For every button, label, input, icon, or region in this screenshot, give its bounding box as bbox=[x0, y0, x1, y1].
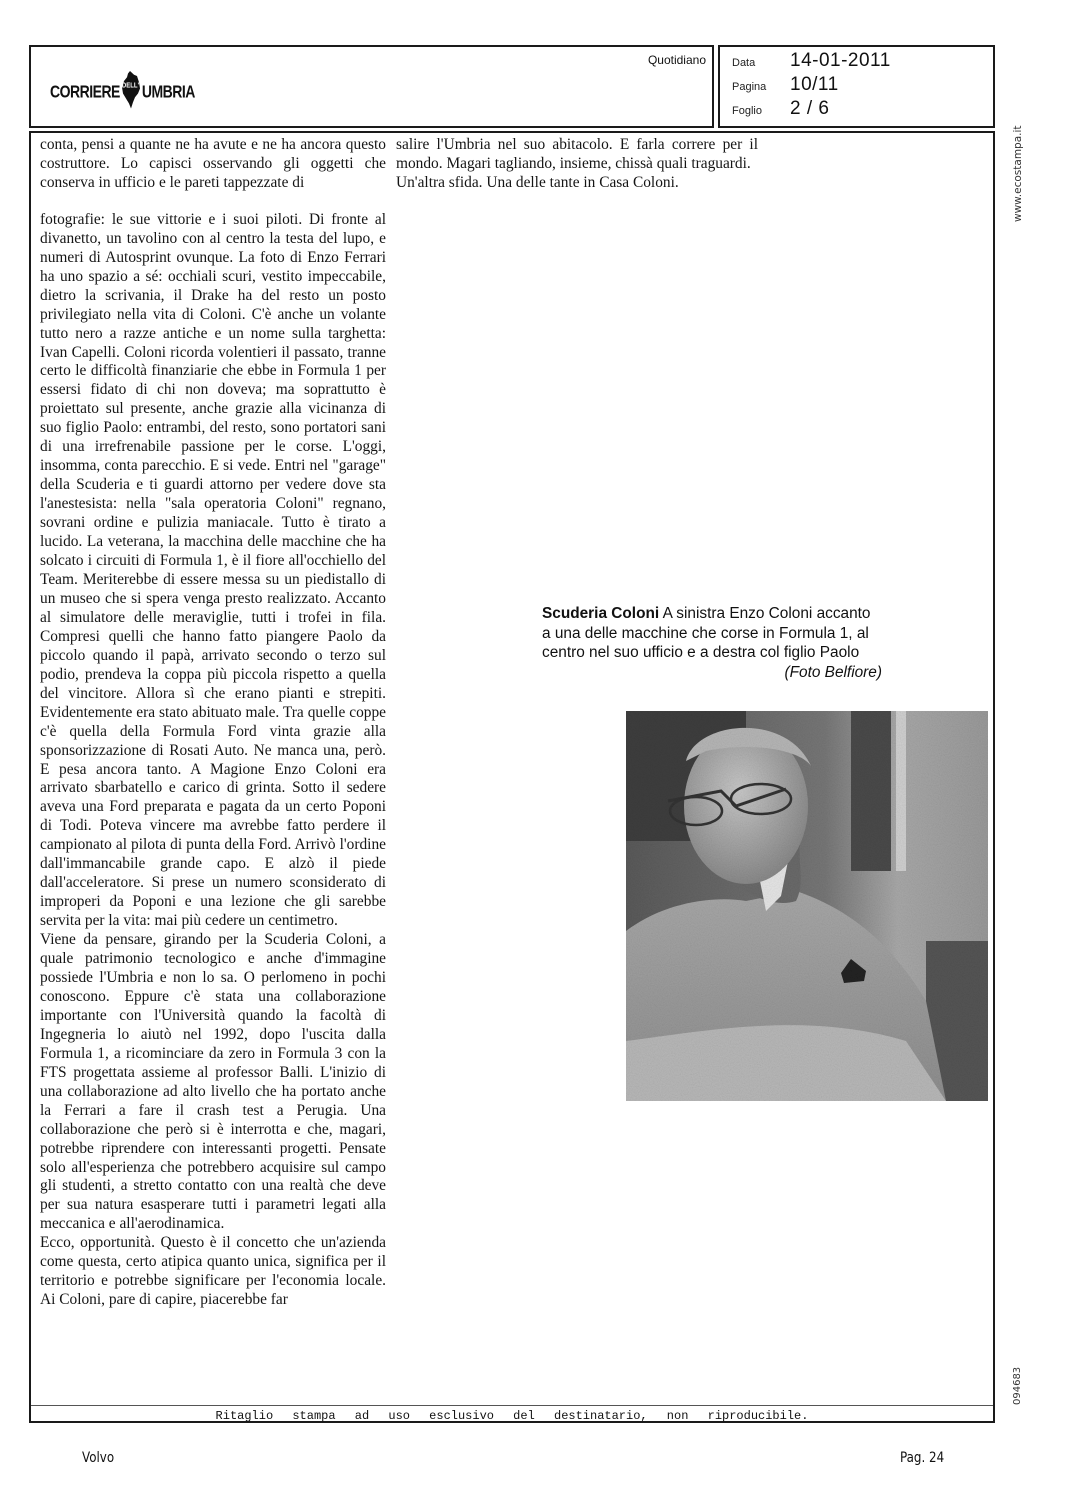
meta-row-data bbox=[732, 50, 891, 72]
article-column-left bbox=[40, 136, 386, 1310]
metadata-box bbox=[718, 45, 995, 128]
meta-label: Pagina bbox=[732, 81, 767, 93]
meta-value-sheet: 2 / 6 bbox=[790, 98, 830, 119]
article-paragraph: Ecco, opportunità. Questo è il concetto che un'azienda come questa, certo atipica quanto unica, significa per il territorio e potrebbe significare per l'economia locale. Ai Coloni, pare di capire, piacerebbe far bbox=[40, 1234, 386, 1309]
photo-credit: (Foto Belfiore) bbox=[784, 663, 882, 681]
meta-value-date: 14-01-2011 bbox=[790, 50, 891, 71]
article-column-middle bbox=[396, 136, 758, 193]
logo-text-left: CORRIERE bbox=[50, 81, 120, 101]
caption-title: Scuderia Coloni bbox=[542, 605, 660, 622]
article-paragraph: salire l'Umbria nel suo abitacolo. E farla correre per il mondo. Magari tagliando, insieme, chissà quali traguardi. bbox=[396, 136, 758, 172]
footer-client: Volvo bbox=[82, 1450, 115, 1466]
publication-logo bbox=[50, 77, 195, 105]
article-box bbox=[29, 131, 995, 1423]
meta-label: Data bbox=[732, 57, 756, 69]
copyright-footnote: Ritaglio stampa ad uso esclusivo del destinatario, non riproducibile. bbox=[215, 1409, 809, 1423]
logo-text-mid: DELL' bbox=[121, 82, 139, 90]
umbria-region-icon bbox=[121, 77, 141, 105]
meta-value-page: 10/11 bbox=[790, 74, 839, 95]
article-paragraph: Un'altra sfida. Una delle tante in Casa Coloni. bbox=[396, 173, 679, 191]
logo-text-right: UMBRIA bbox=[141, 81, 195, 101]
article-paragraph: conta, pensi a quante ne ha avute e ne ha ancora questo costruttore. Lo capisci osservando gli oggetti che conserva in ufficio e le pareti tappezzate di bbox=[40, 136, 386, 191]
meta-label: Foglio bbox=[732, 105, 762, 117]
meta-row-pagina bbox=[732, 74, 839, 96]
footer-page: Pag. 24 bbox=[900, 1450, 945, 1466]
masthead-box bbox=[29, 45, 714, 128]
caption-text: A sinistra Enzo Coloni accanto a una delle macchine che corse in Formula 1, al centro nel suo ufficio e a destra col figlio Paolo bbox=[542, 605, 871, 661]
column-gap bbox=[40, 193, 386, 211]
portrait-image bbox=[626, 711, 988, 1101]
article-paragraph: Viene da pensare, girando per la Scuderia Coloni, a quale patrimonio tecnologico e anche d'immagine possiede l'Umbria e non lo sa. O perlomeno in pochi conoscono. Eppure c'è stata una collaborazione importante con l'Università quando la facoltà di Ingegneria lo aiutò nel 1992, dopo l'uscita dalla Formula 1, a ricominciare da zero in Formula 3 con la FTS progettata assieme al professor Balli. L'inizio di una collaborazione ad alto livello che ha portato anche la Ferrari a fare il crash test a Perugia. Una collaborazione che però si è interrotta e che, magari, potrebbe riprendere con interessanti progetti. Pensate solo all'esperienza che potrebbero acquisire sul campo gli studenti, a stretto contatto con una realtà che deve per sua natura esasperare tutti i parametri legati alla meccanica e all'aerodinamica. bbox=[40, 931, 386, 1233]
meta-row-foglio bbox=[732, 98, 829, 120]
side-url: www.ecostampa.it bbox=[1012, 125, 1024, 222]
portrait-photo bbox=[626, 711, 988, 1101]
side-code: 094683 bbox=[1012, 1366, 1023, 1405]
article-paragraph: fotografie: le sue vittorie e i suoi piloti. Di fronte al divanetto, un tavolino con al centro la testa del lupo, e numeri di Autosprint ovunque. La foto di Enzo Ferrari ha uno spazio a sé: occhiali scuri, vestito impeccabile, dietro la scrivania, il Drake ha del resto un posto privilegiato nella vita di Coloni. C'è anche un volante tutto nero a razze antiche e un nome sulla targhetta: Ivan Capelli. Coloni ricorda volentieri il passato, tranne certo le difficoltà finanziarie che ebbe in Formula 1 per essersi fidato di chi non doveva; ma soprattutto è proiettato sul presente, anche grazie alla vicinanza di suo figlio Paolo: entrambi, del resto, sono portatori sani di una irrefrenabile passione per le corse. L'oggi, insomma, conta parecchio. E si vede. Entri nel "garage" della Scuderia e ti guardi attorno per vedere dove sta l'anestesista: nella "sala operatoria Coloni" regnano, sovrani ordine e pulizia maniacale. Tutto è tirato a lucido. La veterana, la macchina delle macchine che ha solcato i circuiti di Formula 1, è il fiore all'occhiello del Team. Meriterebbe di essere messa su un piedistallo di un museo che si spera venga presto realizzato. Accanto al simulatore delle meraviglie, tutti i trofei in fila. Compresi quelli che hanno fatto piangere Paolo da piccolo quando il papà, arrivato secondo o terzo sul podio, prendeva la coppa più piccola rispetto a quella del vincitore. Allora sì che erano pianti e strepiti. Evidentemente era stato abituato male. Tra quelle coppe c'è quella della Formula Ford vinta grazie alla sponsorizzazione di Rosati Auto. Ne manca una, però. E pesa ancora tanto. A Magione Enzo Coloni era arrivato sbarbatello e carico di grinta. Sotto il sedere aveva una Ford preparata e pagata da un certo Poponi di Todi. Poteva vincere ma avrebbe fatto perdere il campionato al pilota di punta della Ford. Arrivò l'ordine dall'immancabile grande capo. E alzò il piede dall'acceleratore. Si prese un numero sconsiderato di improperi da Poponi e una lezione che gli sarebbe servita per la vita: mai più cedere un centimetro. bbox=[40, 210, 386, 930]
photo-caption bbox=[542, 604, 882, 682]
footnote-divider bbox=[31, 1405, 993, 1406]
publication-type: Quotidiano bbox=[647, 53, 706, 67]
